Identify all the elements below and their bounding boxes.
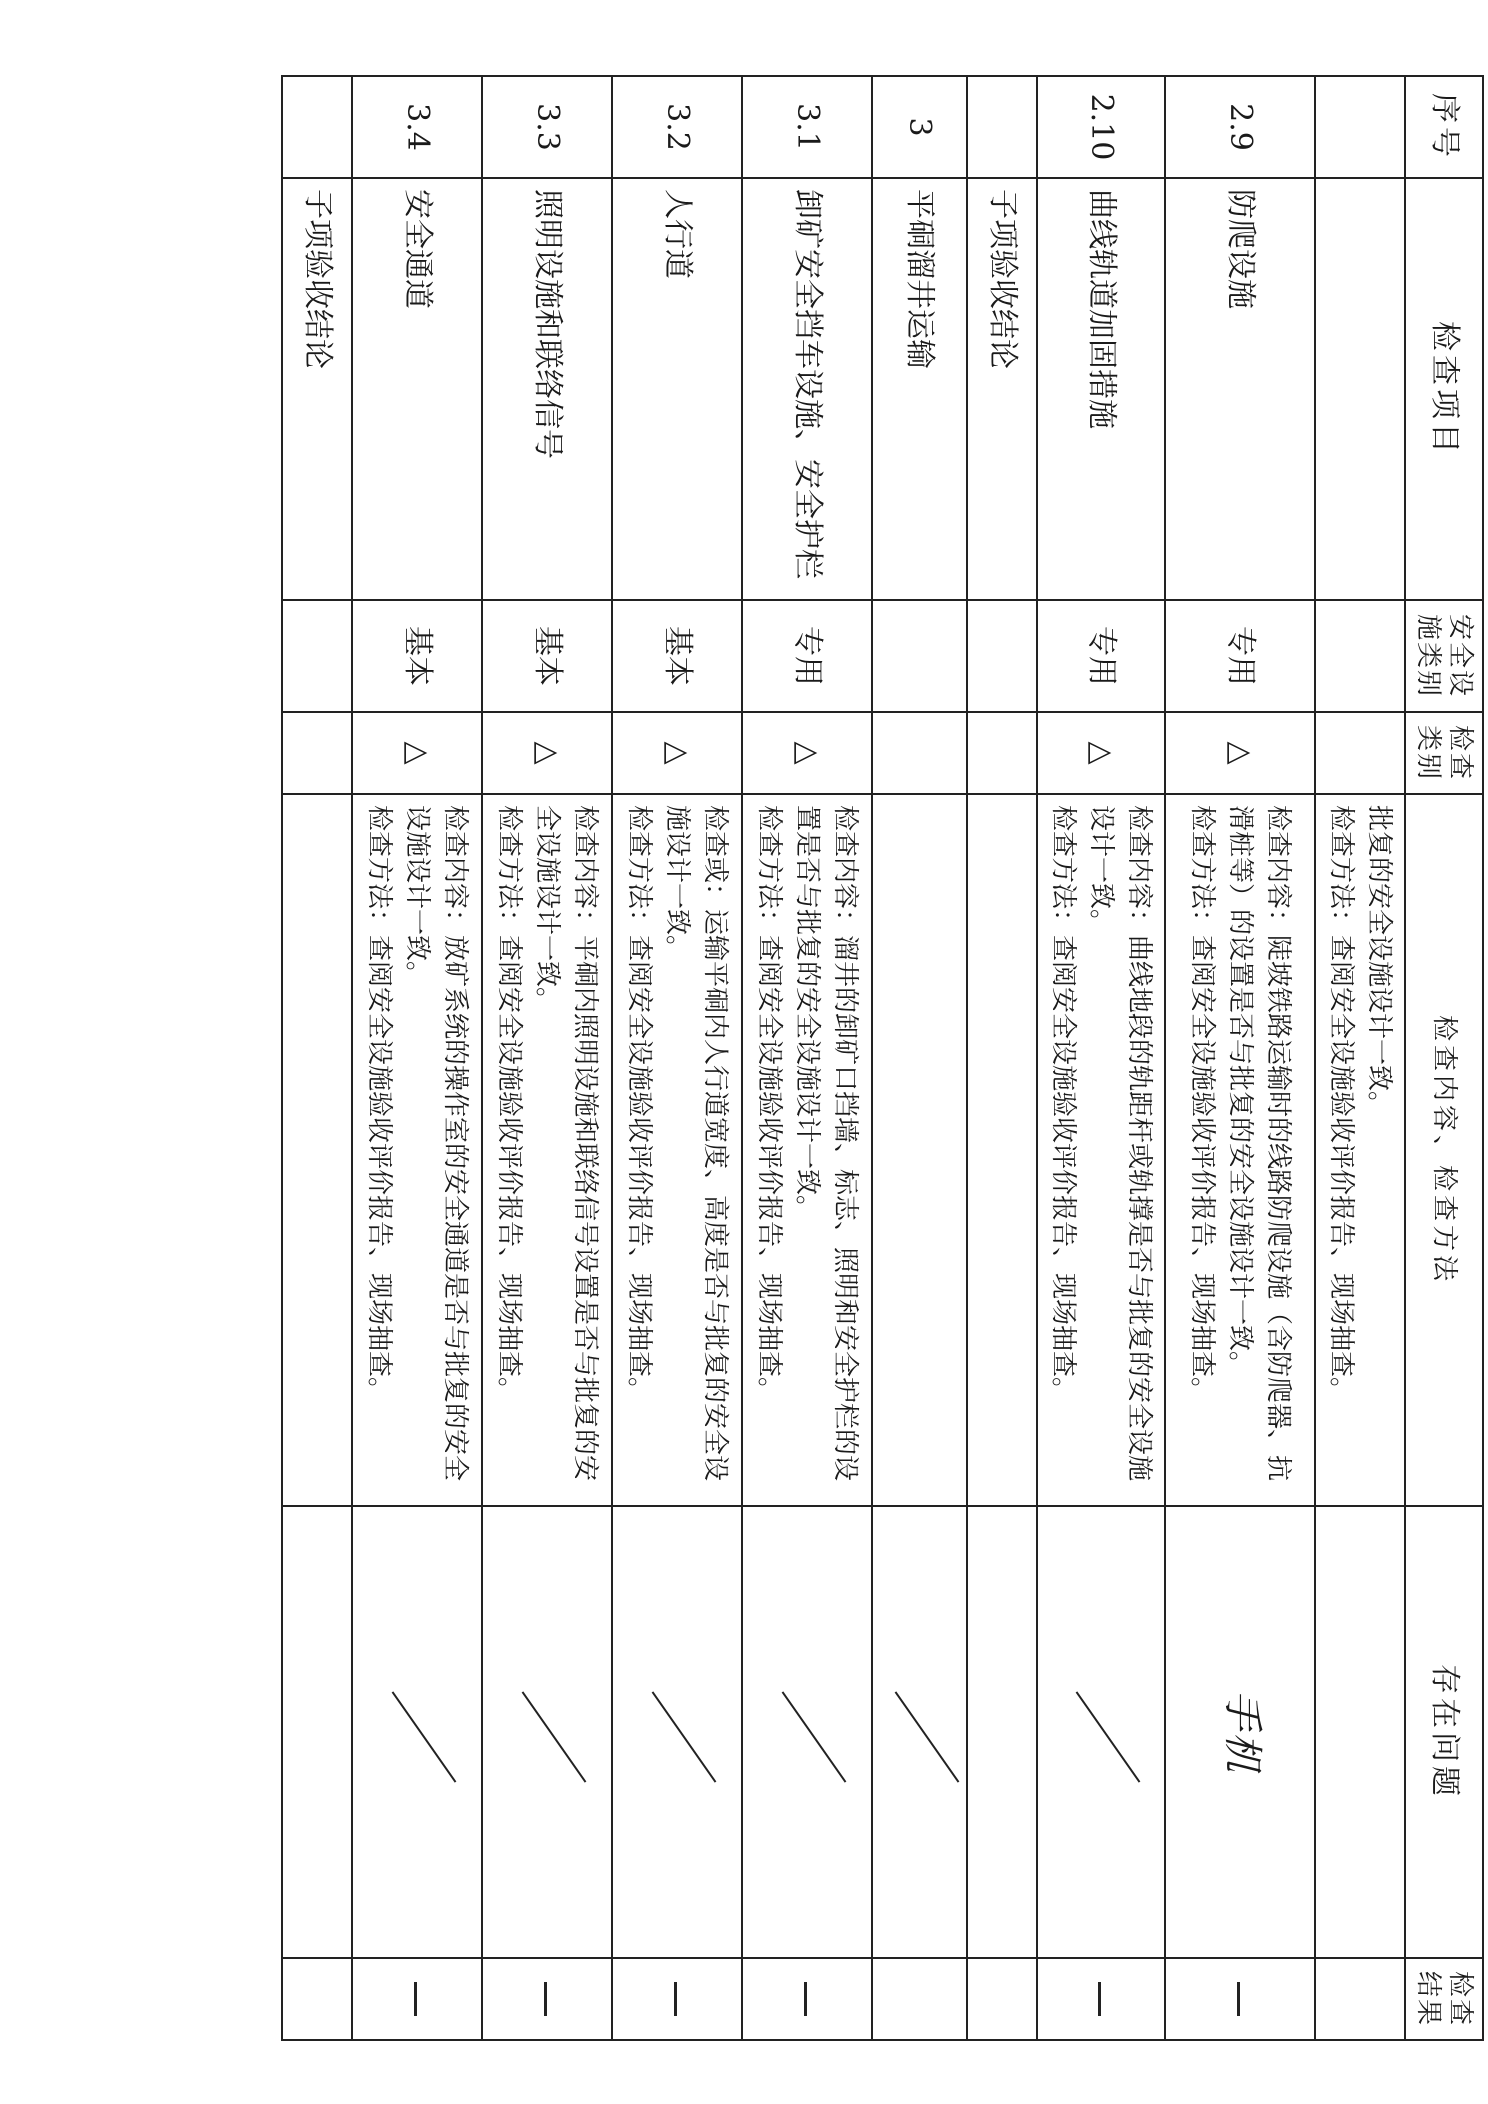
row-no: 3.1 [742, 76, 872, 178]
table-row [742, 76, 872, 2040]
table-body [282, 76, 1405, 2040]
row-category: 专用 [1165, 600, 1315, 712]
row-type: △ [1165, 712, 1315, 794]
slash-mark [890, 1672, 960, 1792]
header-category: 安全设施类别 [1405, 600, 1483, 712]
dash-mark [415, 1982, 418, 2016]
slash-mark [778, 1672, 848, 1792]
table-row [872, 76, 967, 2040]
header-issue: 存在问题 [1405, 1506, 1483, 1958]
row-type: △ [742, 712, 872, 794]
slash-mark [388, 1672, 458, 1792]
table-row [1037, 76, 1165, 2040]
row-item: 照明设施和联络信号 [482, 178, 612, 600]
row-category: 专用 [742, 600, 872, 712]
row-no: 3.3 [482, 76, 612, 178]
row-category: 基本 [612, 600, 742, 712]
row-result [1315, 1958, 1405, 2040]
dash-mark [1238, 1982, 1241, 2016]
row-content: 检查内容：平硐内照明设施和联络信号设置是否与批复的安全设施设计一致。 检查方法：查阅安全设施验收评价报告、现场抽查。 [482, 794, 612, 1506]
row-issue [967, 1506, 1037, 1958]
row-item: 子项验收结论 [967, 178, 1037, 600]
table-row [612, 76, 742, 2040]
row-category [967, 600, 1037, 712]
dash-mark [545, 1982, 548, 2016]
table-row [1315, 76, 1405, 2040]
row-result [742, 1958, 872, 2040]
row-no: 3 [872, 76, 967, 178]
row-content: 检查内容：放矿系统的操作室的安全通道是否与批复的安全设施设计一致。 检查方法：查阅安全设施验收评价报告、现场抽查。 [352, 794, 482, 1506]
row-type [282, 712, 352, 794]
row-no: 2.9 [1165, 76, 1315, 178]
handwritten-note: 手机 [1219, 1690, 1265, 1774]
row-content [967, 794, 1037, 1506]
slash-mark [1072, 1672, 1142, 1792]
row-type: △ [482, 712, 612, 794]
header-content: 检查内容、检查方法 [1405, 794, 1483, 1506]
slash-mark [518, 1672, 588, 1792]
row-issue [1037, 1506, 1165, 1958]
row-content [872, 794, 967, 1506]
row-issue [282, 1506, 352, 1958]
row-content: 检查内容：曲线地段的轨距杆或轨撑是否与批复的安全设施设计一致。 检查方法：查阅安全设施验收评价报告、现场抽查。 [1037, 794, 1165, 1506]
inspection-table [281, 75, 1484, 2041]
row-result [352, 1958, 482, 2040]
row-result [612, 1958, 742, 2040]
row-content: 批复的安全设施设计一致。 检查方法：查阅安全设施验收评价报告、现场抽查。 [1315, 794, 1405, 1506]
row-category: 基本 [352, 600, 482, 712]
row-issue [1315, 1506, 1405, 1958]
row-item: 曲线轨道加固措施 [1037, 178, 1165, 600]
row-type: △ [1037, 712, 1165, 794]
row-type [967, 712, 1037, 794]
row-no [967, 76, 1037, 178]
row-content: 检查内容：陡坡铁路运输时的线路防爬设施（含防爬器、抗滑桩等）的设置是否与批复的安全设施设计一致。 检查方法：查阅安全设施验收评价报告、现场抽查。 [1165, 794, 1315, 1506]
row-content: 检查或：运输平硐内人行道宽度、高度是否与批复的安全设施设计一致。 检查方法：查阅安全设施验收评价报告、现场抽查。 [612, 794, 742, 1506]
rotated-table-wrapper [300, 75, 1484, 2035]
header-item: 检查项目 [1405, 178, 1483, 600]
table-row [967, 76, 1037, 2040]
row-no: 3.4 [352, 76, 482, 178]
dash-mark [1099, 1982, 1102, 2016]
row-category [282, 600, 352, 712]
row-issue [482, 1506, 612, 1958]
row-item: 防爬设施 [1165, 178, 1315, 600]
row-no: 3.2 [612, 76, 742, 178]
row-item: 平硐溜井运输 [872, 178, 967, 600]
dash-mark [675, 1982, 678, 2016]
row-category [1315, 600, 1405, 712]
row-item: 人行道 [612, 178, 742, 600]
row-item: 安全通道 [352, 178, 482, 600]
row-result [872, 1958, 967, 2040]
row-no [1315, 76, 1405, 178]
row-category: 专用 [1037, 600, 1165, 712]
row-result [967, 1958, 1037, 2040]
row-category: 基本 [482, 600, 612, 712]
row-issue [742, 1506, 872, 1958]
row-item: 卸矿安全挡车设施、安全护栏 [742, 178, 872, 600]
row-no [282, 76, 352, 178]
row-issue [1165, 1506, 1315, 1958]
row-category [872, 600, 967, 712]
row-type [1315, 712, 1405, 794]
row-content [282, 794, 352, 1506]
table-header-row [1405, 76, 1483, 2040]
row-type: △ [352, 712, 482, 794]
table-row [482, 76, 612, 2040]
row-result [482, 1958, 612, 2040]
table-row [1165, 76, 1315, 2040]
row-issue [352, 1506, 482, 1958]
row-no: 2.10 [1037, 76, 1165, 178]
row-issue [612, 1506, 742, 1958]
row-item: 子项验收结论 [282, 178, 352, 600]
row-result [1165, 1958, 1315, 2040]
dash-mark [805, 1982, 808, 2016]
row-item [1315, 178, 1405, 600]
table-row [352, 76, 482, 2040]
row-result [282, 1958, 352, 2040]
row-issue [872, 1506, 967, 1958]
header-result: 检查结果 [1405, 1958, 1483, 2040]
row-content: 检查内容：溜井的卸矿口挡墙、标志、照明和安全护栏的设置是否与批复的安全设施设计一致。 检查方法：查阅安全设施验收评价报告、现场抽查。 [742, 794, 872, 1506]
header-no: 序号 [1405, 76, 1483, 178]
row-result [1037, 1958, 1165, 2040]
header-type: 检查类别 [1405, 712, 1483, 794]
slash-mark [648, 1672, 718, 1792]
table-row [282, 76, 352, 2040]
row-type [872, 712, 967, 794]
row-type: △ [612, 712, 742, 794]
